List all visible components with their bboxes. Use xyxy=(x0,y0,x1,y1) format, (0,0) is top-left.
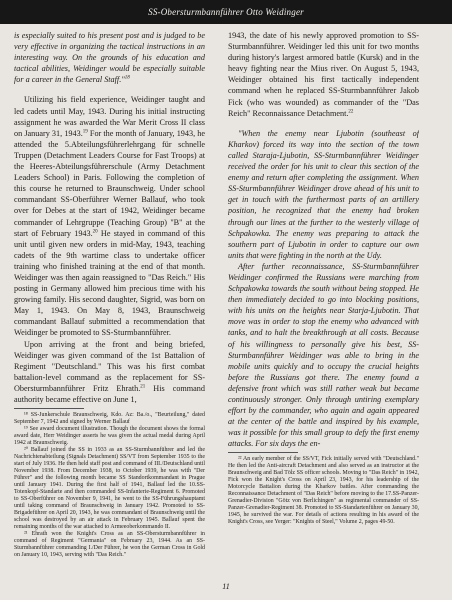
left-paragraph-2: Utilizing his field experience, Weidinger taught and led cadets until May, 1943. During his initial instructing assignment he was awarded the War Merit Cross II class on January 31, 1943.19 For the month of January, 1943, he attended the 5.Abteilungsführerlehrgang für schnelle Truppen (Detachment Leaders Course for Fast Troops) at the Heeres-Abteilungsführerschule (Army Detachment Leaders School) in Paris. Following the completion of this course he returned to Braunschweig. Under school commandant SS-Oberführer Werner Ballauf, who took over for Debes at the start of 1942, Weidinger became commander of Lehrgruppe (Teaching Group) "B" at the start of February 1943.20 He stayed in command of this unit until given new orders in mid-May, 1943, teaching cadets of the 9th wartime class to undertake officer training who finished training at the end of that month. Weidinger was then again reassigned to "Das Reich." His posting in Germany allowed him precious time with his growing family. His second daughter, Sigrid, was born on May 1, 1943. On May 8, 1943, Braunschweig commandant Ballauf submitted a recommendation that Weidinger be promoted to SS-Sturmbannführer. xyxy=(14,95,205,338)
footnote-divider xyxy=(228,452,298,453)
award-citation-paragraph-2: After further reconnaissance, SS-Sturmbannführer Weidinger confirmed the Russians were marching from Schpakowka towards the south without being stopped. He then immediately decided to go into blocking positions, with his units on the heights near Starja-Ljubotin. That move was in order to stop the enemy who advanced with tanks, and to halt the breakthrough at all costs. Because of his willingness to personally give his best, SS-Sturmbannführer Weidinger was able to bring in the mobile units quickly and to occupy the crucial heights before the Russians got there. The enemy found a defensive front which was still rather weak but became continuously stronger. Only through untiring exemplary effort by the commander, who again and again appeared at the center of the battle and inspired by his example, was it possible for this small group to defy the first enemy attacks. For six days the en- xyxy=(228,261,419,449)
footnote-19: ¹⁹ See award document illustration. Though the document shows the formal award date, Herr Weidinger asserts he was given the actual medal during April 1942 at Braunschweig. xyxy=(14,426,205,447)
left-paragraph-1: is especially suited to his present post and is judged to be very effective in organizing the tactical instructions in an interesting way. On the grounds of his education and tactical abilities, Weidinger would be especially suitable for a career in the General Staff."$^{18}$ xyxy=(14,31,205,85)
right-paragraph-1: 1943, the date of his newly approved promotion to SS-Sturmbannführer. Weidinger led this unit for two months during history's largest armored battle (Kursk) and in the heavy fighting near the Mius river. On August 5, 1943, Weidinger obtained his first tactically independent command when he replaced SS-Sturmbannführer Jakob Fick (who was wounded) as commander of the "Das Reich" Reconnaissance Detachment.$^{22}$ xyxy=(228,31,419,118)
award-citation-paragraph-1: "When the enemy near Ljubotin (southeast of Kharkov) forced its way into the section of the town called Staraja-Ljubotin, SS-Sturmbannführer Weidinger received the order for his unit to clear this section of the enemy and return after completing the assignment. When SS-Sturmbannführer Weidinger drove ahead of his unit to get in touch with the furthermost parts of an artillery position, he recognized that the enemy had broken through our lines at the further to the westerly village of Schpakowka. The enemy was preparing to attack the southern part of Ljubotin in order to capture our own units that were fighting in the north at the Udy. xyxy=(228,128,419,260)
footnote-ref-19[interactable]: 19 xyxy=(82,129,88,135)
left-paragraph-3: Upon arriving at the front and being briefed, Weidinger was given command of the 1st Battalion of Regiment "Deutschland." This was his first combat battalion-level command as the replacement for SS-Obersturmbannführer Fritz Ehrath.$^{21}$ His command authority became effective on June 1, xyxy=(14,339,205,404)
right-column xyxy=(228,30,419,570)
left-column xyxy=(14,30,205,570)
footnote-20: ²⁰ Ballauf joined the SS in 1933 as an SS-Sturmbannführer and led the Nachrichtenabteilung (Signals Detachment) SS/VT from September 1935 to the start of July 1936. He then held staff post and command of III./Deutschland until November 1938. From December 1938, to October 1939, he was with "Der Führer" and the following month became SS Standortkommandant in Prague until January 1941. During the first half of 1941, Ballauf led the 10.SS-Totenkopf-Standarte and then commanded SS-Infanterie-Regiment 6. Promoted to SS-Oberführer on November 9, 1941, he went to the SS-Führungshauptamt until taking command of Braunschweig in January 1942. Promoted to SS-Brigadeführer on April 20, 1943, he was commandant of Braunschweig until the school was destroyed by an air attack in February 1945. Ballauf spent the remaining months of the war attached to Armeeoberkommando II. xyxy=(14,447,205,531)
footnote-ref-21[interactable]: 21 xyxy=(140,384,146,390)
running-header-title: SS-Obersturmbannführer Otto Weidinger xyxy=(148,7,304,17)
footnote-21: ²¹ Ehrath won the Knight's Cross as an SS-Obersturmbannführer in command of Regiment "Germania" on February 23, 1944. As an SS-Sturmbannführer commanding I./Der Führer, he won the German Cross in Gold on January 10, 1943, serving with "Das Reich." xyxy=(14,531,205,559)
footnote-ref-18[interactable]: 18 xyxy=(124,75,130,81)
footnote-ref-22[interactable]: 22 xyxy=(348,108,354,114)
running-header xyxy=(0,0,452,24)
footnote-22: ²² An early member of the SS/VT, Fick initially served with "Deutschland." He then led the Anti-aircraft Detachment and also served as an instructor at the Braunschweig and Bad Tölz SS officer schools. Moving to "Das Reich" in 1942, Fick won the Knight's Cross on April 23, 1943, for his leadership of the Motorcycle Battalion during the Kharkov battles. After commanding the Reconnaissance Detachment of "Das Reich" before moving to the 17.SS-Panzer-Grenadier-Division "Götz von Berlichingen" as regimental commander of SS-Panzer-Grenadier-Regiment 38. Promoted to SS-Standartenführer on January 30, 1945, he survived the war. For details of actions resulting in his award of the Knight's Cross, see Yerger: "Knights of Steel," Volume 2, pages 49-50. xyxy=(228,456,419,526)
footnote-divider xyxy=(14,408,84,409)
page-number: 11 xyxy=(222,582,230,591)
footnote-ref-20[interactable]: 20 xyxy=(92,228,98,234)
footnote-18: ¹⁸ SS-Junkerschule Braunschweig, Kdo. Az: Ba./o., "Beurteilung," dated September 7, 1942 and signed by Werner Ballauf xyxy=(14,412,205,426)
